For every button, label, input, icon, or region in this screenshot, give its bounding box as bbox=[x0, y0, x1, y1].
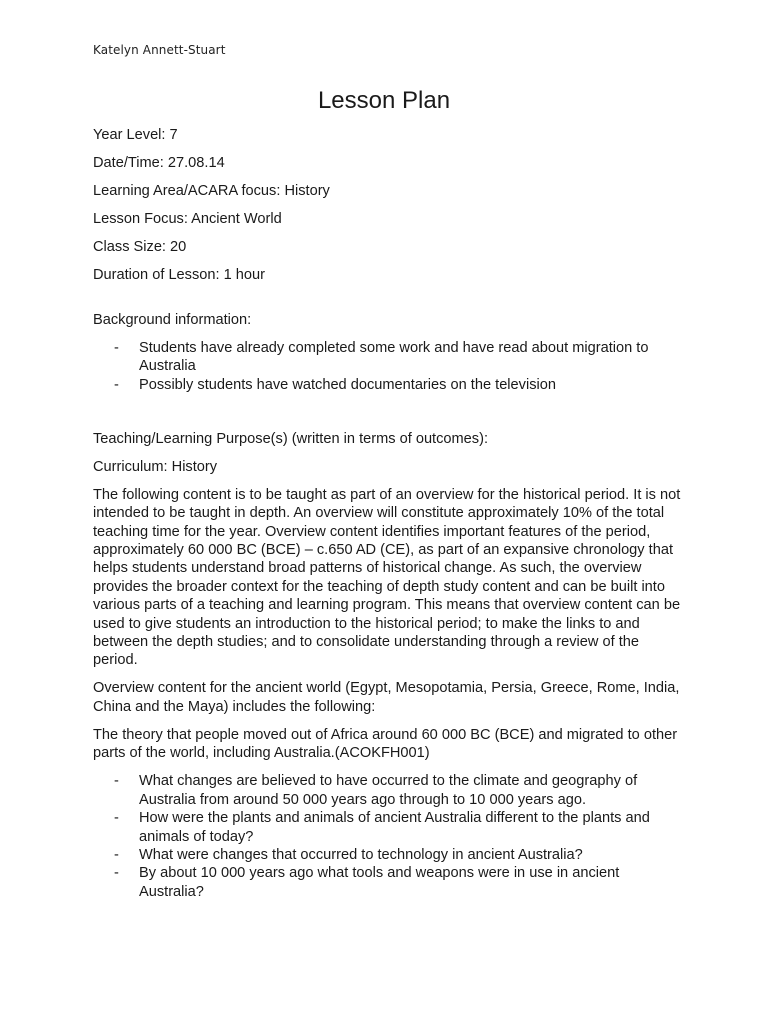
spacer bbox=[93, 404, 683, 430]
list-item-text: Students have already completed some work and have read about migration to Australia bbox=[139, 340, 649, 375]
list-item bbox=[93, 864, 683, 901]
theory-paragraph: The theory that people moved out of Africa around 60 000 BC (BCE) and migrated to other parts of the world, including Australia.(ACOKFH001) bbox=[93, 726, 678, 762]
list-item bbox=[93, 809, 683, 846]
detail-learning-area: Learning Area/ACARA focus: History bbox=[93, 183, 330, 199]
detail-year-level: Year Level: 7 bbox=[93, 127, 178, 143]
questions-list bbox=[93, 772, 683, 901]
page-title: Lesson Plan bbox=[317, 87, 451, 114]
spacer bbox=[93, 294, 683, 311]
dash-bullet: - bbox=[114, 376, 119, 393]
list-item-text: By about 10 000 years ago what tools and weapons were in use in ancient Australia? bbox=[139, 865, 620, 900]
detail-lesson-focus: Lesson Focus: Ancient World bbox=[93, 211, 282, 227]
list-item bbox=[93, 376, 683, 394]
dash-bullet: - bbox=[114, 340, 119, 356]
document-body bbox=[93, 126, 683, 911]
background-heading: Background information: bbox=[93, 312, 252, 328]
list-item-text: What changes are believed to have occurred to the climate and geography of Australia from around 50 000 years ago through to 10 000 years ago. bbox=[139, 773, 638, 808]
dash-bullet: - bbox=[114, 810, 119, 827]
list-item-text: How were the plants and animals of ancient Australia different to the plants and animals of today? bbox=[139, 810, 650, 845]
curriculum-label: Curriculum: History bbox=[93, 458, 218, 475]
list-item bbox=[93, 846, 683, 864]
lesson-details bbox=[93, 126, 683, 284]
detail-duration: Duration of Lesson: 1 hour bbox=[93, 267, 265, 283]
dash-bullet: - bbox=[114, 865, 119, 882]
dash-bullet: - bbox=[114, 846, 119, 863]
detail-date-time: Date/Time: 27.08.14 bbox=[93, 155, 225, 171]
dash-bullet: - bbox=[114, 773, 119, 790]
background-list bbox=[93, 339, 683, 394]
list-item bbox=[93, 339, 683, 376]
list-item bbox=[93, 772, 683, 809]
list-item-text: Possibly students have watched documentaries on the television bbox=[139, 376, 556, 393]
ancient-world-paragraph: Overview content for the ancient world (Egypt, Mesopotamia, Persia, Greece, Rome, India, China and the Maya) includes the following: bbox=[93, 680, 680, 715]
list-item-text: What were changes that occurred to technology in ancient Australia? bbox=[139, 846, 583, 863]
teaching-heading: Teaching/Learning Purpose(s) (written in terms of outcomes): bbox=[93, 430, 489, 447]
author-name: Katelyn Annett-Stuart bbox=[93, 43, 226, 57]
overview-paragraph: The following content is to be taught as part of an overview for the historical period. It is not intended to be taught in depth. An overview will constitute approximately 10% of the total teaching time for the year. Overview content identifies important features of the period, approximately 60 000 BC (BCE) – c.650 AD (CE), as part of an expansive chronology that helps students understand broad patterns of historical change. As such, the overview provides the broader context for the teaching of depth study content and can be built into various parts of a teaching and learning program. This means that overview content can be used to give students an introduction to the historical period; to make the links to and between the depth studies; and to consolidate understanding through a review of the period. bbox=[93, 486, 681, 669]
detail-class-size: Class Size: 20 bbox=[93, 239, 187, 255]
